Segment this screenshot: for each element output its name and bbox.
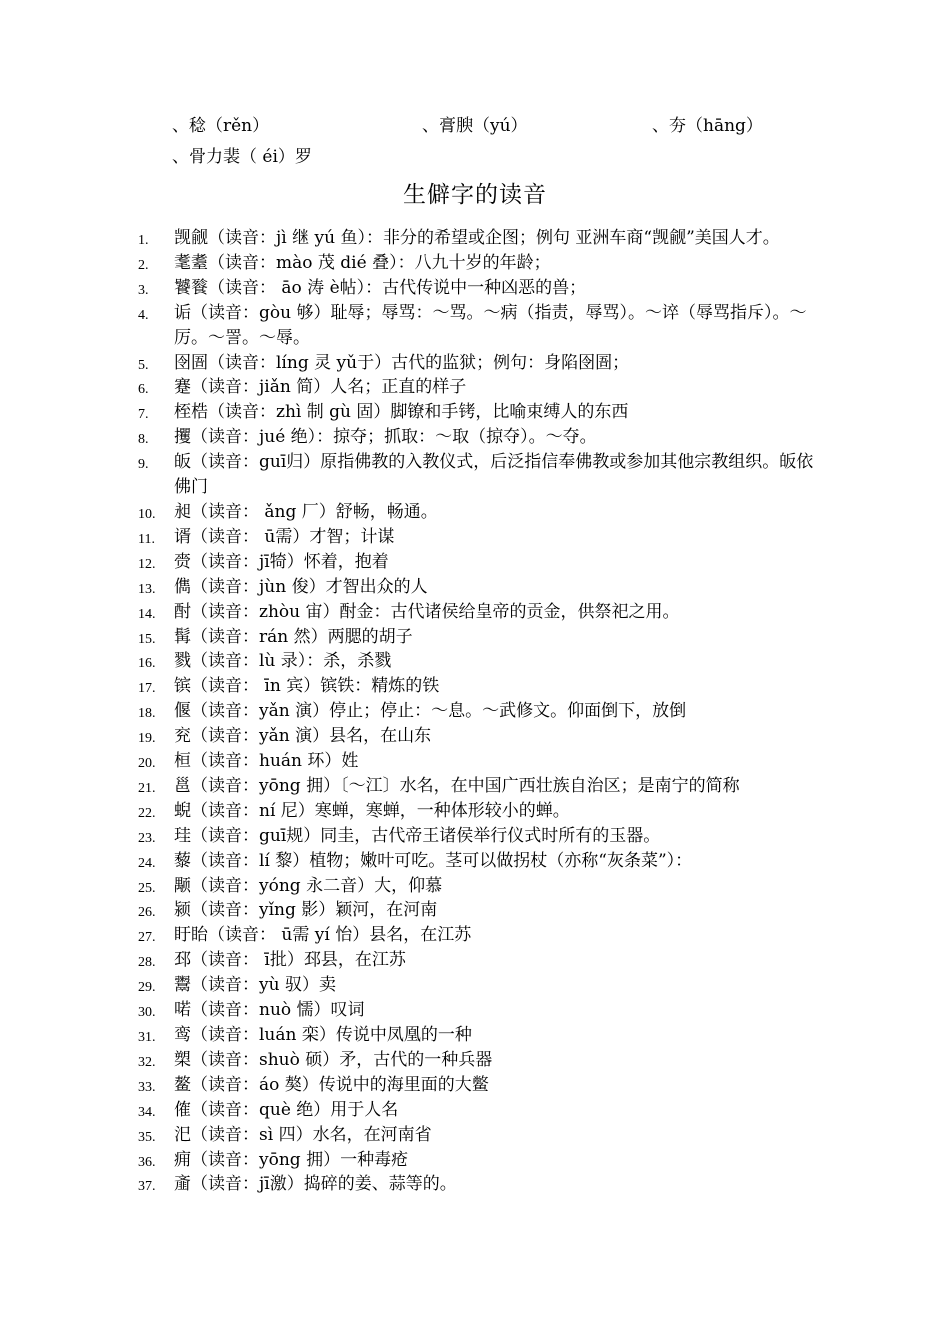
entry-text: 珪（读音：guī规）同圭，古代帝王诸侯举行仪式时所有的玉器。 (174, 825, 661, 846)
list-item (138, 550, 818, 575)
list-item (138, 425, 818, 450)
entry-number: 30. (138, 1005, 156, 1021)
entry-number: 31. (138, 1030, 156, 1045)
entry-number: 22. (138, 805, 156, 821)
entry-number: 35. (138, 1129, 156, 1145)
list-item (138, 1172, 818, 1197)
entry-text: 囹圄（读音：líng 灵 yǔ于）古代的监狱；例句：身陷囹圄； (174, 352, 630, 373)
entry-text: 觊觎（读音：jì 继 yú 鱼）：非分的希望或企图；例句 亚洲车商“觊觎”美国人才。 (174, 228, 780, 248)
entry-text: 赍（读音：jī犄）怀着，抱着 (174, 551, 389, 572)
list-item (138, 749, 818, 774)
entry-number: 9. (138, 457, 149, 473)
entry-number: 25. (138, 880, 156, 896)
entry-text: 桓（读音：huán 环）姓 (174, 751, 359, 772)
list-item (138, 1073, 818, 1098)
entry-text: 儁（读音：jùn 俊）才智出众的人 (174, 576, 428, 597)
entry-text: 鸾（读音：luán 栾）传说中凤凰的一种 (174, 1025, 472, 1045)
list-item (138, 1048, 818, 1073)
entry-number: 5. (138, 357, 149, 373)
list-item (138, 649, 818, 674)
entry-text: 蹇（读音：jiǎn 简）人名；正直的样子 (174, 377, 467, 398)
entry-text: 藜（读音：lí 黎）植物；嫩叶可吃。茎可以做拐杖（亦称“灰条菜”）： (174, 850, 693, 871)
list-item (138, 450, 818, 500)
entry-text: 桎梏（读音：zhì 制 gù 固）脚镣和手铐，比喻束缚人的东西 (174, 402, 629, 423)
entry-text: 盱眙（读音： ū需 yí 怡）县名，在江苏 (174, 925, 472, 946)
entry-number: 11. (138, 531, 155, 547)
list-item (138, 351, 818, 376)
entry-number: 2. (138, 257, 149, 273)
list-item (138, 1098, 818, 1123)
entry-number: 29. (138, 980, 156, 996)
entry-text: 喏（读音：nuò 懦）叹词 (174, 1000, 365, 1021)
entry-text: 诟（读音：gòu 够）耻辱；辱骂：～骂。～病（指责，辱骂）。～谇（辱骂指斥）。～厉。～詈。～辱。 (174, 302, 807, 348)
entry-number: 37. (138, 1179, 156, 1195)
entry-text: 攫（读音：jué 绝）：掠夺；抓取：～取（掠夺）。～夺。 (174, 427, 597, 448)
entry-number: 21. (138, 780, 156, 796)
entry-number: 28. (138, 955, 156, 971)
entry-text: 酎（读音：zhòu 宙）酎金：古代诸侯给皇帝的贡金，供祭祀之用。 (174, 601, 680, 622)
list-item (138, 923, 818, 948)
entry-text: 鬻（读音：yù 驭）卖 (174, 975, 336, 996)
list-item (138, 375, 818, 400)
list-item (138, 898, 818, 923)
vocab-word: 、夯（hāng） (652, 116, 763, 136)
entry-text: 汜（读音：sì 四）水名，在河南省 (174, 1124, 432, 1145)
entry-number: 17. (138, 681, 156, 697)
list-item (138, 824, 818, 849)
entry-number: 13. (138, 581, 156, 597)
entry-number: 7. (138, 407, 149, 423)
entry-text: 邳（读音： ī批）邳县，在江苏 (174, 950, 406, 971)
entry-text: 饕餮（读音： āo 涛 è帖）：古代传说中一种凶恶的兽； (174, 277, 587, 298)
entry-text: 颙（读音：yóng 永二音）大，仰慕 (174, 875, 443, 896)
entry-number: 12. (138, 556, 156, 572)
entry-text: 兖（读音：yǎn 演）县名，在山东 (174, 726, 432, 747)
vocab-word: 、稔（rěn） (172, 116, 270, 136)
entry-text: 槊（读音：shuò 硕）矛，古代的一种兵器 (174, 1049, 493, 1070)
list-item (138, 400, 818, 425)
list-item (138, 973, 818, 998)
list-item (138, 500, 818, 525)
list-item (138, 276, 818, 301)
entry-number: 33. (138, 1079, 156, 1095)
list-item (138, 251, 818, 276)
list-item (138, 799, 818, 824)
list-item (138, 674, 818, 699)
list-item (138, 948, 818, 973)
entry-number: 19. (138, 731, 156, 747)
list-item (138, 525, 818, 550)
entry-text: 颍（读音：yǐng 影）颖河，在河南 (174, 900, 438, 921)
entry-number: 32. (138, 1054, 156, 1070)
vocab-word: 、骨力裴（ éi）罗 (172, 147, 312, 167)
entry-number: 10. (138, 506, 156, 522)
list-item (138, 874, 818, 899)
list-item (138, 226, 818, 251)
list-item (138, 301, 818, 351)
entry-number: 6. (138, 382, 149, 398)
page-title: 生僻字的读音 (403, 182, 547, 208)
entry-text: 谞（读音： ū需）才智；计谋 (174, 526, 395, 547)
list-item (138, 1148, 818, 1173)
entry-number: 15. (138, 631, 156, 647)
list-item (138, 1023, 818, 1048)
list-item (138, 625, 818, 650)
entry-text: 耄耋（读音：mào 茂 dié 叠）：八九十岁的年龄； (174, 252, 551, 273)
entry-number: 26. (138, 905, 156, 921)
entry-number: 27. (138, 930, 156, 946)
entry-number: 14. (138, 606, 156, 622)
entry-number: 8. (138, 432, 149, 448)
entry-text: 傕（读音：què 绝）用于人名 (174, 1099, 399, 1120)
entry-text: 镔（读音： īn 宾）镔铁：精炼的铁 (174, 676, 440, 697)
entry-number: 23. (138, 830, 156, 846)
entry-text: 蜺（读音：ní 尼）寒蝉，寒蝉，一种体形较小的蝉。 (174, 800, 570, 821)
entry-text: 鳌（读音：áo 獒）传说中的海里面的大鳖 (174, 1074, 489, 1095)
entry-number: 24. (138, 855, 156, 871)
entry-number: 16. (138, 656, 156, 672)
entry-number: 36. (138, 1154, 156, 1170)
entry-list (138, 226, 818, 1197)
entry-text: 昶（读音： ǎng 厂）舒畅，畅通。 (174, 501, 438, 522)
list-item (138, 774, 818, 799)
list-item (138, 699, 818, 724)
entry-text: 皈（读音：guī归）原指佛教的入教仪式，后泛指信奉佛教或参加其他宗教组织。皈依佛门 (174, 452, 814, 498)
list-item (138, 849, 818, 874)
entry-number: 1. (138, 233, 149, 248)
entry-text: 痈（读音：yōng 拥）一种毒疮 (174, 1149, 409, 1170)
list-item (138, 724, 818, 749)
entry-text: 齑（读音：jī激）捣碎的姜、蒜等的。 (174, 1174, 457, 1195)
entry-number: 18. (138, 706, 156, 722)
entry-text: 邕（读音：yōng 拥）〔～江〕水名，在中国广西壮族自治区；是南宁的简称 (174, 775, 740, 796)
entry-text: 髯（读音：rán 然）两腮的胡子 (174, 626, 413, 647)
entry-text: 偃（读音：yǎn 演）停止；停止：～息。～武修文。仰面倒下，放倒 (174, 701, 687, 722)
vocab-word: 、膏腴（yú） (422, 116, 528, 136)
entry-number: 34. (138, 1104, 156, 1120)
entry-number: 3. (138, 282, 149, 298)
list-item (138, 575, 818, 600)
list-item (138, 1123, 818, 1148)
list-item (138, 998, 818, 1023)
entry-text: 戮（读音：lù 录）：杀，杀戮 (174, 651, 392, 672)
entry-number: 4. (138, 307, 149, 323)
list-item (138, 600, 818, 625)
entry-number: 20. (138, 756, 156, 772)
